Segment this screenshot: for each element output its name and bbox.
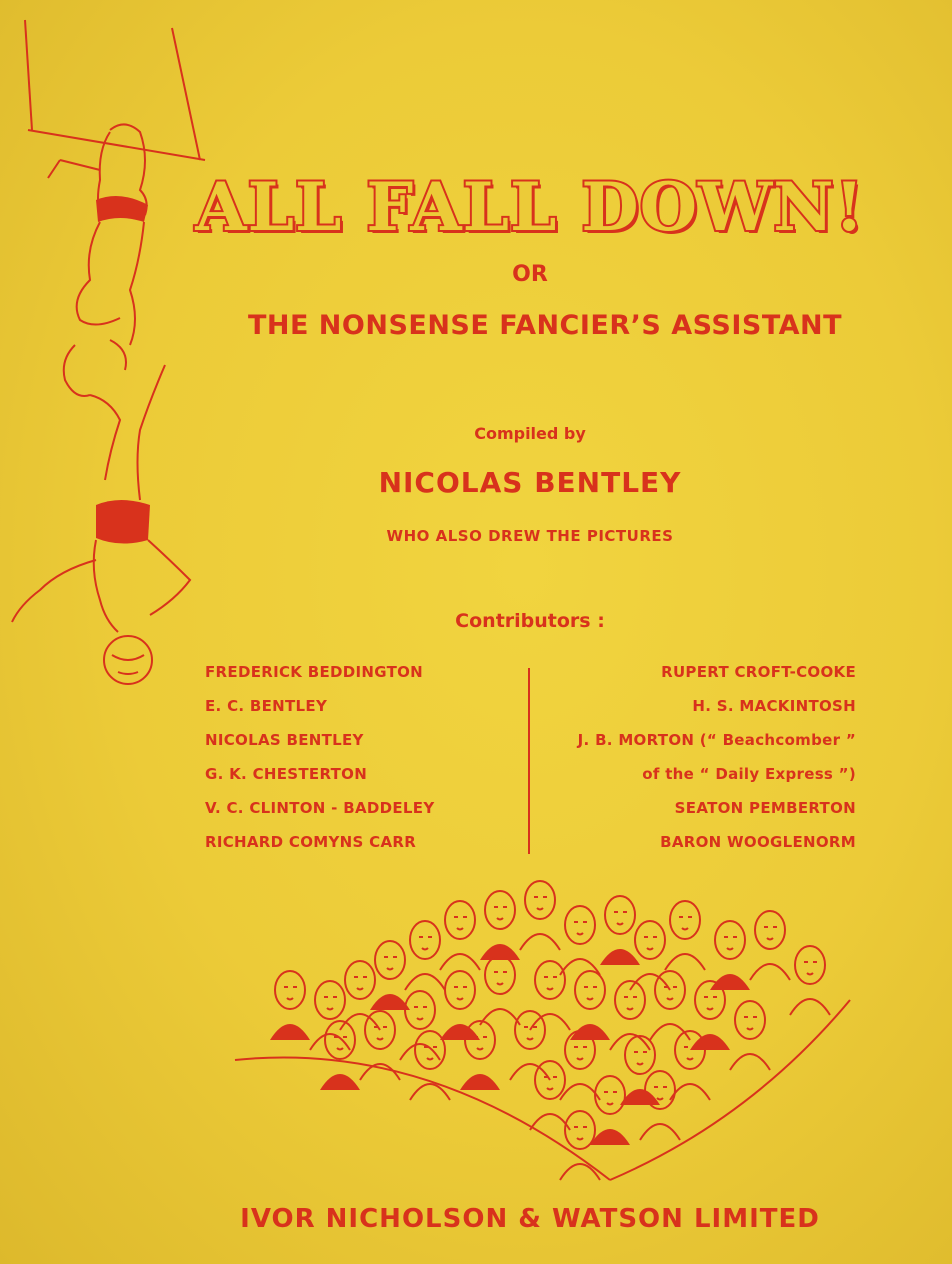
contributor-name: H. S. MACKINTOSH <box>692 697 856 715</box>
contributor-name: BARON WOOGLENORM <box>660 833 856 851</box>
contributor-name: E. C. BENTLEY <box>205 697 328 715</box>
contributors-heading: Contributors : <box>455 610 605 632</box>
contributor-name: RICHARD COMYNS CARR <box>205 833 417 851</box>
trapeze-artist-illustration <box>0 0 230 700</box>
book-subtitle: THE NONSENSE FANCIER’S ASSISTANT <box>247 310 843 341</box>
publisher-name: IVOR NICHOLSON & WATSON LIMITED <box>240 1204 820 1234</box>
contributors-left-column <box>205 660 435 864</box>
compiled-by-label: Compiled by <box>474 424 586 443</box>
contributor-name: RUPERT CROFT-COOKE <box>661 663 856 681</box>
author-note: WHO ALSO DREW THE PICTURES <box>386 527 674 545</box>
contributor-name: FREDERICK BEDDINGTON <box>205 663 424 681</box>
column-divider <box>528 668 530 854</box>
contributors-right-column <box>578 660 856 864</box>
book-title: ALL FALL DOWN! <box>195 168 865 246</box>
contributor-name: SEATON PEMBERTON <box>674 799 856 817</box>
author-name: NICOLAS BENTLEY <box>378 466 682 499</box>
contributor-name: G. K. CHESTERTON <box>205 765 368 783</box>
contributor-name: J. B. MORTON (“ Beachcomber ” <box>577 731 856 749</box>
contributor-name: V. C. CLINTON - BADDELEY <box>205 799 435 817</box>
crowd-of-spectators-illustration <box>230 880 860 1200</box>
title-connector: OR <box>512 262 548 287</box>
contributor-name: NICOLAS BENTLEY <box>205 731 364 749</box>
contributor-name: of the “ Daily Express ”) <box>642 765 856 783</box>
